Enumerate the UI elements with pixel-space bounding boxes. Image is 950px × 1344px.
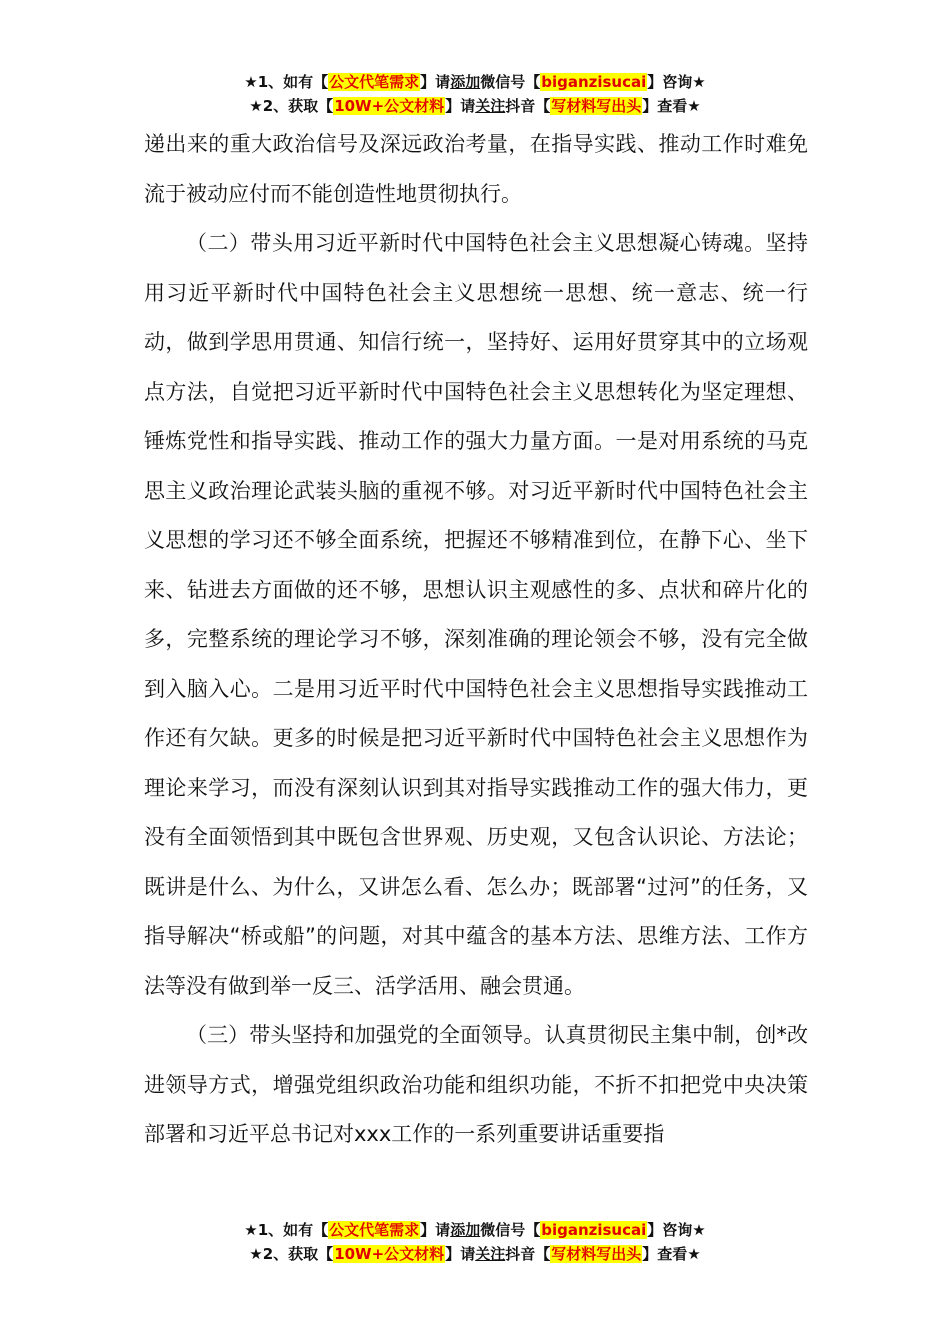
document-body xyxy=(144,120,808,1160)
footer-banner-line-2: ★2、获取【10W+公文材料】请关注抖音【写材料写出头】查看★ xyxy=(249,1245,701,1263)
paragraph-section-3: （三）带头坚持和加强党的全面领导。认真贯彻民主集中制，创*改进领导方式，增强党组织政治功能和组织功能，不折不扣把党中央决策部署和习近平总书记对xxx工作的一系列重要讲话重要指 xyxy=(144,1023,808,1146)
footer-highlight-wechat-id: biganzisucai xyxy=(541,1221,647,1239)
paragraph-continuation: 递出来的重大政治信号及深远政治考量，在指导实践、推动工作时难免流于被动应付而不能创造性地贯彻执行。 xyxy=(144,132,808,206)
highlight-writing-service: 公文代笔需求 xyxy=(329,73,420,91)
highlight-wechat-id: biganzisucai xyxy=(541,73,647,91)
banner-line-2: ★2、获取【10W+公文材料】请关注抖音【写材料写出头】查看★ xyxy=(249,97,701,115)
footer-highlight-writing-service: 公文代笔需求 xyxy=(329,1221,420,1239)
highlight-douyin-account: 写材料写出头 xyxy=(551,97,642,115)
footer-banner-line-1: ★1、如有【公文代笔需求】请添加微信号【biganzisucai】咨询★ xyxy=(244,1221,706,1239)
header-banner xyxy=(0,70,950,118)
footer-highlight-douyin-account: 写材料写出头 xyxy=(551,1245,642,1263)
paragraph-section-2: （二）带头用习近平新时代中国特色社会主义思想凝心铸魂。坚持用习近平新时代中国特色社会主义思想统一思想、统一意志、统一行动，做到学思用贯通、知信行统一，坚持好、运用好贯穿其中的立场观点方法，自觉把习近平新时代中国特色社会主义思想转化为坚定理想、锤炼党性和指导实践、推动工作的强大力量方面。一是对用系统的马克思主义政治理论武装头脑的重视不够。对习近平新时代中国特色社会主义思想的学习还不够全面系统，把握还不够精准到位，在静下心、坐下来、钻进去方面做的还不够，思想认识主观感性的多、点状和碎片化的多，完整系统的理论学习不够，深刻准确的理论领会不够，没有完全做到入脑入心。二是用习近平时代中国特色社会主义思想指导实践推动工作还有欠缺。更多的时候是把习近平新时代中国特色社会主义思想作为理论来学习，而没有深刻认识到其对指导实践推动工作的强大伟力，更没有全面领悟到其中既包含世界观、历史观，又包含认识论、方法论；既讲是什么、为什么，又讲怎么看、怎么办；既部署“过河”的任务，又指导解决“桥或船”的问题，对其中蕴含的基本方法、思维方法、工作方法等没有做到举一反三、活学活用、融会贯通。 xyxy=(144,231,808,998)
footer-banner xyxy=(0,1218,950,1266)
banner-line-1: ★1、如有【公文代笔需求】请添加微信号【biganzisucai】咨询★ xyxy=(244,73,706,91)
highlight-materials: 10W+公文材料 xyxy=(334,97,445,115)
footer-highlight-materials: 10W+公文材料 xyxy=(334,1245,445,1263)
